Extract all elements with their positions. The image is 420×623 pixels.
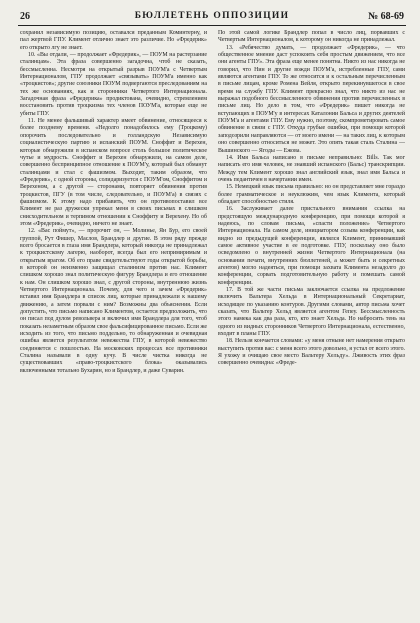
paragraph: 16. Заслуживает далее пристального внимания ссылка на предстоящую международную конференцию, при помощи которой я надеюсь, по словам письма, «спасти положение» Четвертого Интернационала. На самом деле, инициатором созыва конференции, как видно из предыдущей конференции, являлся Климент, принимавший самое активное участие в ее подготовке. ГПУ, поскольку оно было осведомлено о внутренней жизни Четвертого Интернационала (на основании печати, внутренних бюллетеней, а может быть и секретных агентов) могло надеяться, при помощи захвата Климента незадолго до конференции, сорвать подготовительную работу и помешать самой конференции. [218,206,405,286]
paragraph: 15. Немецкий язык письма правильно: но он представляет мне гораздо более грамматическое и неуклюжим, чем язык Климента, который обладает способностью стиля. [218,184,405,205]
paragraph: 13. «Ребячество думать, — продолжает «Фредерик», — что общественное мнение даст успокоить себя простым движением, что все они агенты ГПУ». Эта фраза еще менее понятна. Никто из нас никогда не говорил, что Нин и другие вожди ПОУМ'а, истребленные ГПУ, сами являются агентами ГПУ. То же относится и к остальным перечисленным в письме лицам, кроме Ромена Вейля, открыто перекинувшегося в свое время на службу ГПУ. Климент прекрасно знал, что никто из нас не выражал подобного бессмысленного обвинения против перечисленных в письме лиц. Но дело в том, что «Фредерик» пишет никогда не вступающих в ПОУМ'у в интересах Каталонии Бальса и других деятелей ПОУМ'а и агентами ГПУ. Ему нужно, поэтому, скомпрометировать самое обвинение в связи с ГПУ. Откуда грубые ошибки, при помощи которой заподозрили направляются — от моего имени — на таких лиц, к которым оно совершенно относиться не может. Это опять такая сталь Сталина — Вышинского — Ягоды — Ежова. [218,44,405,154]
paragraph: 14. Имя Бальса написано в письме неправильно: Bills. Так мог написать его имя человек, не знавший испанского (Бальс) транскрипции. Между тем Климент хорошо знал английский язык, знал имя Бальса и очень педантичен в начертании имен. [218,154,405,183]
paragraph: 10. «Вы отдали, — продолжает «Фредерик», — ПОУМ на растерзание сталинцам». Эта фраза совершенно загадочна, чтоб не сказать, бессмысленна. Несмотря на открытый разрыв ПОУМ'а с Четвертым Интернационалом, ГПУ продолжает «связывать» ПОУМ'а именно как «троцкистов»; другие союзники ПОУМ подвергаются преследованиям на тех же основаниях, как и сторонники Четвертого Интернационала. Загадочная фраза «Фредерика» продиктована, очевидно, стремлением восстановить против троцкизма тех членов ПОУМ'а, которые еще не убиты ГПУ. [20,52,207,117]
journal-title: БЮЛЛЕТЕНЬ ОППОЗИЦИИ [134,11,290,21]
issue-number: № 68-69 [368,11,404,22]
paragraph: 17. В той же части письма заключается ссылка на предложение включить Вальтера Хельда в Интернациональный Секретариат, исходящее по указанию контуров. Другими словами, автор письма хочет сказать, что Вальтер Хельд является агентом Гепеу. Бессмысленность этого намека как два раза, кто, кто знает Хельда. Но набросить тень на одного из видных сторонников Четвертого Интернационала, естественно, входит в планы ГПУ. [218,287,405,338]
right-column [218,30,405,615]
paragraph: По этой самой логике Брандлер попал в число лиц, порвавших с Четвертым Интернационалом, к которому он никогда не принадлежал. [218,30,405,44]
paragraph: 11. Не менее фальшивый характер имеет обвинение, относящееся к более позднему времени. «Недолго понадобилось ему (Троцкому) опорочить последовательно и голландскую Независимую социалистическую партию и испанский ПОУМ. Сноффит и Верехен, которые обнаружили в испанском вопросе столь большое политическое чутье и мудрость. Сноффит и Верехен обнаружили, на самом деле, совершенно беспринципное отношение к ПОУМ'у, который был обманут сталинцами и стал с фашизмом. Выходит, таким образом, что «Фредерик», с одной стороны, солидаризуется с ПОУМ'ом, Сноффитом и Верехеном, а с другой — сторонами, повторяет обвинения против троцкистов, ПГУ (в том числе, следовательно, и ПОУМ'а) в связях с фашизмом. К этому надо прибавить, что он противопоставил все Климент не раз дружески упрекал меня в своих письмах в слишком снисходительном и терпимом отношении к Сноффиту и Верехену. Но об этом «Фредерик», очевидно, ничего не знает. [20,118,207,227]
header-rule [18,25,406,26]
paragraph: 18. Нельзя кончается словами: «у меня отныне нет намерения открыто выступить против вас: с меня всего этого довольно, я устал от всего этого. Я ухожу и очищаю свое место Вальтеру Хельду». Лживость этих фраз совершенно очевидна: «Фреде- [218,338,405,367]
paragraph: 12. «Вас поймут», — пророчит он, — Молинье, Ян Бур, его своей группой, Рут Фишер, Маслов, Брандлер и другие. В этом ряду прежде всего бросается в глаза имя Брандлера, который никогда не принадлежал к троцкистскому лагерю, наоборот, всегда был его непримиримым и открытым врагом. Об его праве свидетельствуют годы открытой борьбы, в которой он неизменно защищал сталинизм против нас. Климент слишком хорошо знал политическую фигуру Брандлера и его отношение к нам. Он слишком хорошо знал, с другой стороны, внутреннюю жизнь Четвертого Интернационала. Почему, для чего и зачем «Фредерик» вставил имя Брандлера в список лиц, которые принадлежали к нашему движению, а затем порвали с ним? Возможны два объяснения. Если допустить, что письмо написано Климентом, остается предположить, что он писал под дулом револьвера и включил имя Брандлера для того, чтоб показать незаметным образом свое фальсифицированное письмо. Если же исходить из того, что письмо поддельно, то обнаруженная и очевидная ошибка является результатом невежества ГПУ, в которой невежество соединяется с пошлостью. На московских процессах все противники Сталина называли в одну кучу. В числе чистка никогда не существовавших «право-троцкистского блока» оказывались включенными тотально Бухарин, но и Брандлер, и даже Суварин. [20,228,207,374]
page-number: 26 [20,11,30,22]
left-column [20,30,207,615]
running-header [18,10,406,26]
paragraph: сохранил независимую позицию, оставался преданным Коминтерну, и пал жертвой ГПУ. Климент отлично знает это различие. Но «Фредерик» его открыто лгу не знает. [20,30,207,51]
